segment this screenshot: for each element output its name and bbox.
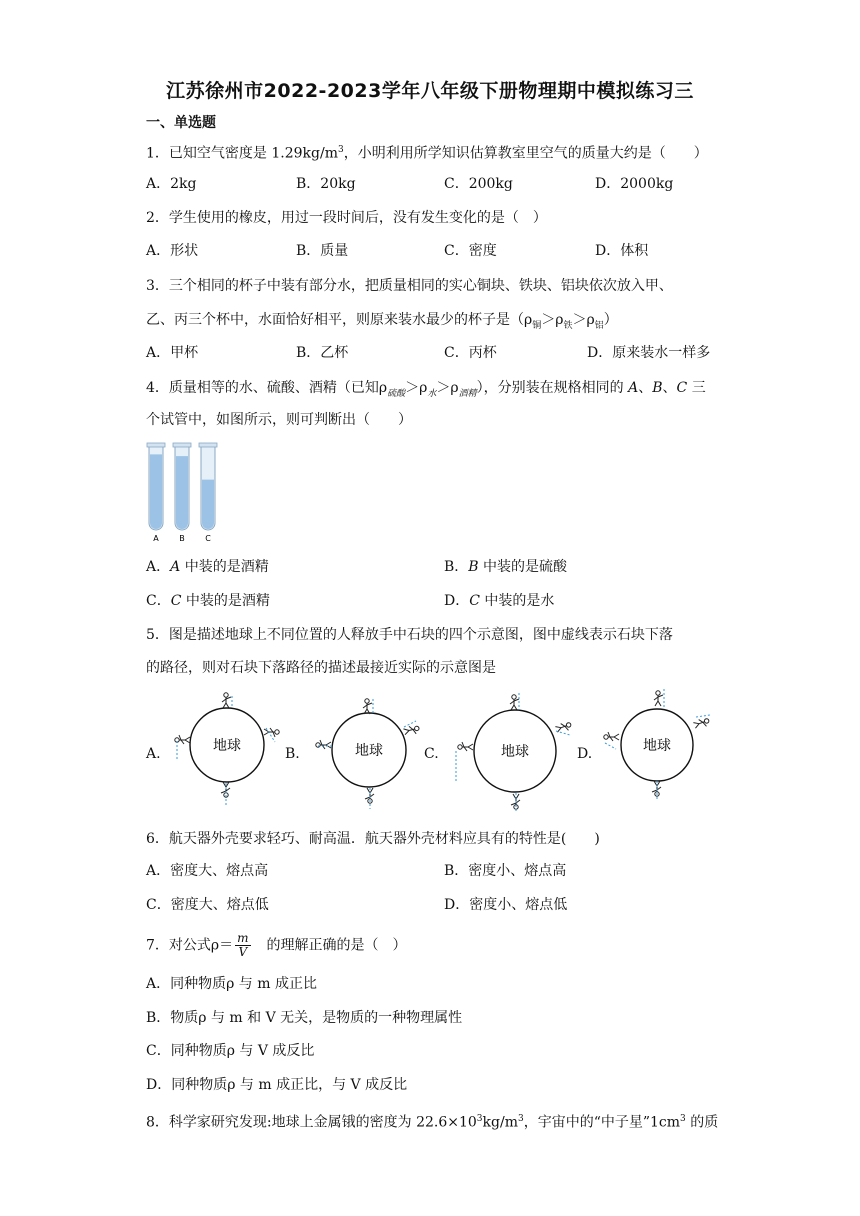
q7-option-d: D．同种物质ρ 与 m 成正比，与 V 成反比: [146, 1077, 408, 1093]
globe-c-label: 地球: [501, 744, 529, 760]
test-tube-a: [147, 443, 165, 543]
question-3-stem-line1: 3．三个相同的杯子中装有部分水，把质量相同的实心铜块、铁块、铝块依次放入甲、: [146, 278, 673, 294]
globe-a: [175, 693, 279, 807]
q5-option-d-letter: D.: [577, 746, 593, 762]
globe-d-label: 地球: [643, 738, 671, 754]
globe-a-label: 地球: [213, 738, 241, 754]
globe-c: [456, 693, 572, 811]
q5-option-b-letter: B.: [285, 746, 300, 762]
q4-option-c: C．C 中装的是酒精: [146, 593, 270, 609]
question-8-stem: 8．科学家研究发现:地球上金属锇的密度为 $22.6\times 10^3kg/m^3$，宇宙中的“中子星$”1cm^3$ 的质: [146, 1114, 719, 1131]
question-6-stem: 6．航天器外壳要求轻巧、耐高温．航天器外壳材料应具有的特性是( ): [146, 831, 600, 847]
tube-label-c: C: [205, 534, 211, 543]
q2-option-a: A．形状: [146, 243, 199, 259]
q7-option-c: C．同种物质ρ 与 V 成反比: [146, 1043, 315, 1059]
q6-option-a: A．密度大、熔点高: [146, 863, 269, 879]
q1-option-b: B．20kg: [296, 176, 356, 192]
q3-option-a: A．甲杯: [146, 345, 199, 361]
q2-option-c: C．密度: [444, 243, 497, 259]
q4-option-a: A．A 中装的是酒精: [146, 559, 269, 575]
tube-label-a: A: [153, 534, 159, 543]
q6-option-c: C．密度大、熔点低: [146, 897, 269, 913]
q1-option-c: C．200kg: [444, 176, 513, 192]
q3-option-d: D．原来装水一样多: [587, 345, 711, 361]
tube-liquid-c: [202, 480, 214, 529]
density-formula-fraction: $\frac{m}{V}$: [237, 931, 249, 959]
q5-option-c-letter: C.: [424, 746, 439, 762]
q6-option-d: D．密度小、熔点低: [444, 897, 568, 913]
test-tube-c: [199, 443, 217, 543]
question-5-stem-line2: 的路径，则对石块下落路径的描述最接近实际的示意图是: [146, 660, 496, 676]
q3-option-b: B．乙杯: [296, 345, 349, 361]
q5-option-a-letter: A.: [146, 746, 161, 762]
q2-option-b: B．质量: [296, 243, 349, 259]
tube-liquid-a: [150, 454, 162, 529]
section-heading: 一、单选题: [146, 115, 216, 131]
q3-option-c: C．丙杯: [444, 345, 497, 361]
question-4-stem-line2: 个试管中，如图所示，则可判断出（ ）: [146, 412, 412, 428]
q1-option-d: D．2000kg: [595, 176, 674, 192]
q4-option-b: B．B 中装的是硫酸: [444, 559, 568, 575]
question-4-stem-line1: 4．质量相等的水、硫酸、酒精（已知$\rho_{硫酸}>\rho_水>\rho_{酒精}$），分别装在规格相同的 A、B、C 三: [146, 380, 706, 399]
q4-option-d: D．C 中装的是水: [444, 593, 555, 609]
q6-option-b: B．密度小、熔点高: [444, 863, 567, 879]
question-3-stem-line2: 乙、丙三个杯中，水面恰好相平，则原来装水最少的杯子是$(\rho_铜>\rho_铁>\rho_铝)$: [146, 312, 618, 331]
globe-b: [316, 699, 420, 809]
q7-option-a: A．同种物质ρ 与 m 成正比: [146, 976, 317, 992]
q7-option-b: B．物质ρ 与 m 和 V 无关，是物质的一种物理属性: [146, 1010, 463, 1026]
globe-b-label: 地球: [355, 743, 383, 759]
page-title: 江苏徐州市2022-2023学年八年级下册物理期中模拟练习三: [166, 80, 694, 102]
q1-option-a: A．2kg: [146, 176, 197, 192]
test-tubes-figure: [143, 440, 223, 544]
q2-option-d: D．体积: [595, 243, 649, 259]
globe-d: [604, 689, 711, 800]
tube-liquid-b: [176, 456, 188, 529]
test-tube-b: [173, 443, 191, 543]
question-1-stem: 1．已知空气密度是 $1.29kg/m^3$，小明利用所学知识估算教室里空气的质量大约是（ ）: [146, 145, 708, 162]
tube-label-b: B: [179, 534, 185, 543]
falling-stones-figure: [160, 685, 730, 815]
question-7-stem: 7．对公式ρ＝ $\frac{m}{V}$ 的理解正确的是（ ）: [146, 931, 407, 959]
question-5-stem-line1: 5．图是描述地球上不同位置的人释放手中石块的四个示意图，图中虚线表示石块下落: [146, 627, 673, 643]
question-2-stem: 2．学生使用的橡皮，用过一段时间后，没有发生变化的是（ ）: [146, 210, 547, 226]
